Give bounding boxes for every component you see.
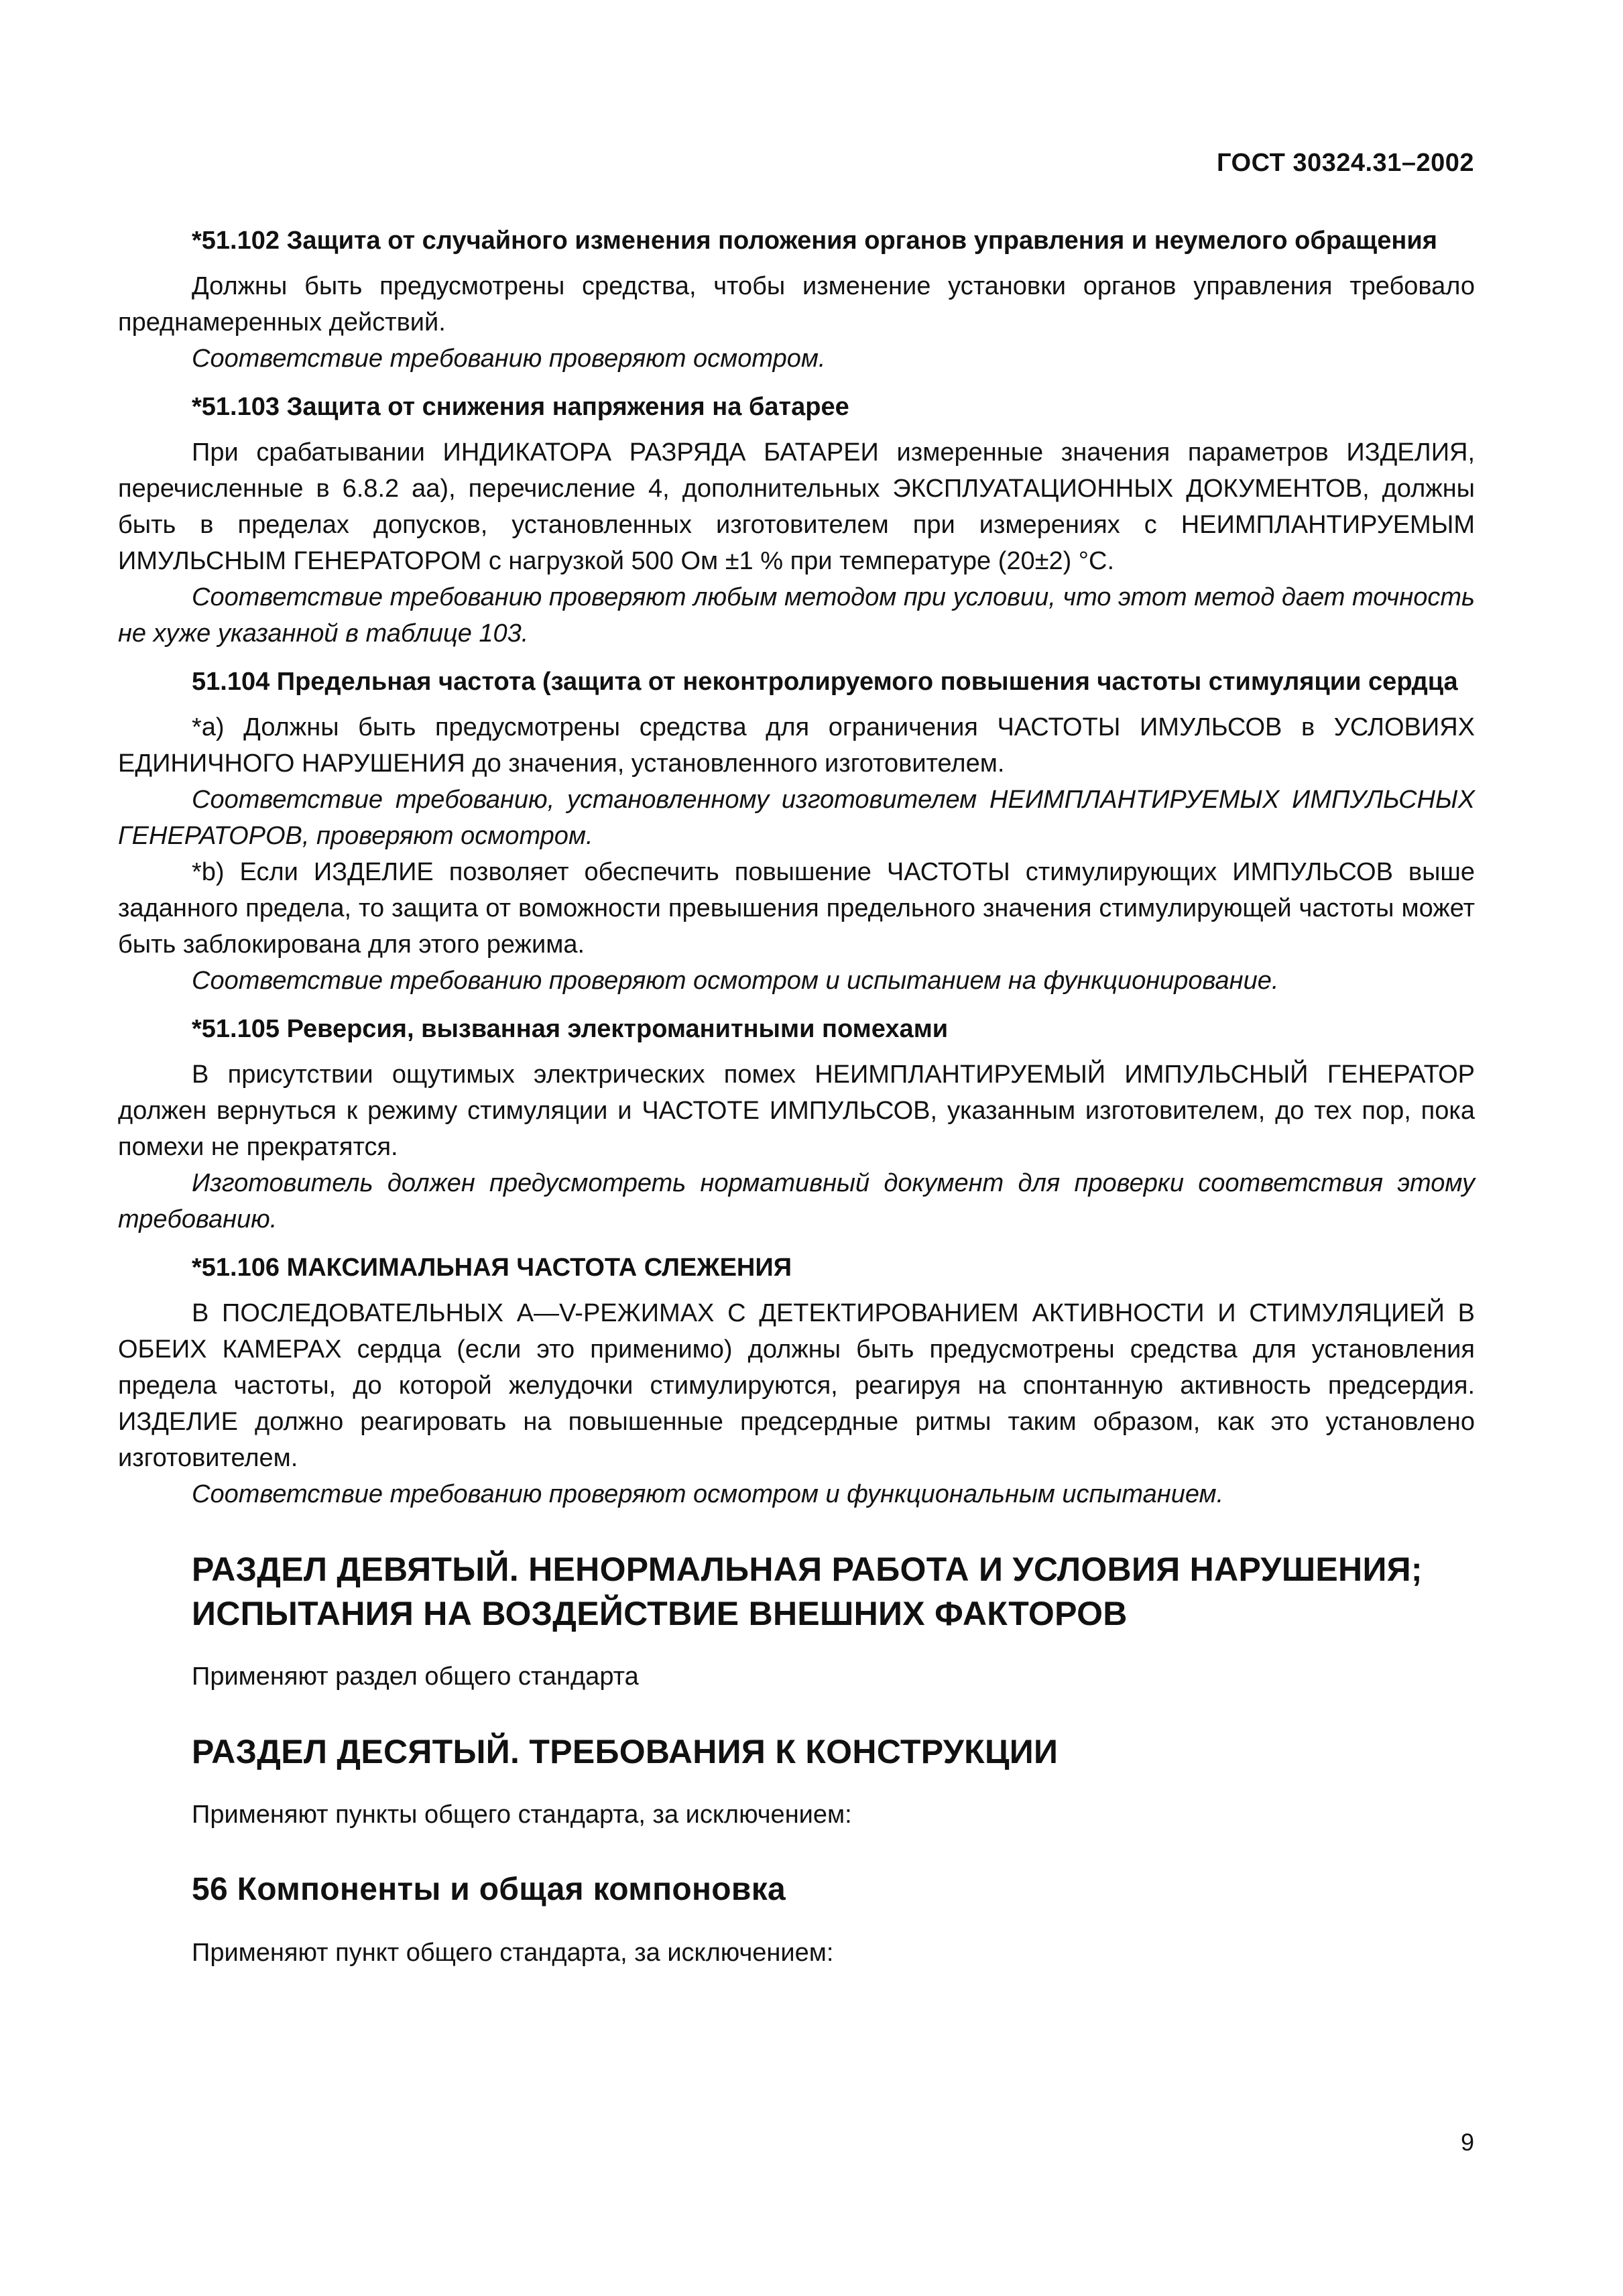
clause-51-102-check: Соответствие требованию проверяют осмотром. (192, 345, 826, 373)
section-10-body: Применяют пункты общего стандарта, за исключением: (192, 1801, 852, 1829)
section-10-title: РАЗДЕЛ ДЕСЯТЫЙ. ТРЕБОВАНИЯ К КОНСТРУКЦИИ (192, 1733, 1059, 1770)
clause-56-title: 56 Компоненты и общая компоновка (192, 1872, 786, 1907)
clause-51-103-body: При срабатывании ИНДИКАТОРА РАЗРЯДА БАТАРЕИ измеренные значения параметров ИЗДЕЛИЯ, перечисленные в 6.8.2 аа), перечисление 4, дополнительных ЭКСПЛУАТАЦИОННЫХ ДОКУМЕНТОВ, должны быть в пределах допусков, установленных изготовителем при измерениях с НЕИМПЛАНТИРУЕМЫМ ИМУЛЬСНЫМ ГЕНЕРАТОРОМ с нагрузкой 500 Ом ±1 % при температуре (20±2) °C. (118, 438, 1475, 575)
clause-51-106-body: В ПОСЛЕДОВАТЕЛЬНЫХ А—V-РЕЖИМАХ С ДЕТЕКТИРОВАНИЕМ АКТИВНОСТИ И СТИМУЛЯЦИЕЙ В ОБЕИХ КАМЕРАХ сердца (если это применимо) должны быть предусмотрены средства для установления предела частоты, до которой желудочки стимулируются, реагируя на спонтанную активность предсердия. ИЗДЕЛИЕ должно реагировать на повышенные предсердные ритмы таким образом, как это установлено изготовителем. (118, 1299, 1475, 1472)
clause-51-105-body: В присутствии ощутимых электрических помех НЕИМПЛАНТИРУЕМЫЙ ИМПУЛЬСНЫЙ ГЕНЕРАТОР должен вернуться к режиму стимуляции и ЧАСТОТЕ ИМПУЛЬСОВ, указанным изготовителем, до тех пор, пока помехи не прекратятся. (118, 1061, 1475, 1161)
clause-51-104-b-check: Соответствие требованию проверяют осмотром и испытанием на функционирование. (192, 967, 1279, 995)
clause-51-104-a-body: *а) Должны быть предусмотрены средства для ограничения ЧАСТОТЫ ИМУЛЬСОВ в УСЛОВИЯХ ЕДИНИЧНОГО НАРУШЕНИЯ до значения, установленного изготовителем. (118, 713, 1475, 778)
clause-51-103-title: *51.103 Защита от снижения напряжения на батарее (192, 393, 849, 421)
document-code: ГОСТ 30324.31–2002 (1216, 149, 1474, 177)
page-number: 9 (1460, 2128, 1474, 2156)
clause-51-104-title: 51.104 Предельная частота (защита от неконтролируемого повышения частоты стимуляции сердца (192, 668, 1458, 696)
page-content (118, 223, 1475, 1971)
clause-51-102-title: *51.102 Защита от случайного изменения положения органов управления и неумелого обращения (192, 227, 1437, 255)
clause-51-102-body: Должны быть предусмотрены средства, чтобы изменение установки органов управления требовало преднамеренных действий. (118, 272, 1475, 337)
clause-51-103-check: Соответствие требованию проверяют любым методом при условии, что этот метод дает точность не хуже указанной в таблице 103. (118, 583, 1475, 648)
section-9-title: РАЗДЕЛ ДЕВЯТЫЙ. НЕНОРМАЛЬНАЯ РАБОТА И УСЛОВИЯ НАРУШЕНИЯ; ИСПЫТАНИЯ НА ВОЗДЕЙСТВИЕ ВНЕШНИХ ФАКТОРОВ (192, 1551, 1423, 1632)
clause-56-body: Применяют пункт общего стандарта, за исключением: (192, 1939, 834, 1967)
clause-51-105-title: *51.105 Реверсия, вызванная электроманитными помехами (192, 1015, 949, 1043)
clause-51-106-title: *51.106 МАКСИМАЛЬНАЯ ЧАСТОТА СЛЕЖЕНИЯ (192, 1254, 792, 1282)
clause-51-105-check: Изготовитель должен предусмотреть нормативный документ для проверки соответствия этому требованию. (118, 1169, 1475, 1233)
clause-51-106-check: Соответствие требованию проверяют осмотром и функциональным испытанием. (192, 1480, 1224, 1508)
clause-51-104-a-check: Соответствие требованию, установленному изготовителем НЕИМПЛАНТИРУЕМЫХ ИМПУЛЬСНЫХ ГЕНЕРАТОРОВ, проверяют осмотром. (118, 786, 1475, 850)
section-9-body: Применяют раздел общего стандарта (192, 1663, 639, 1691)
clause-51-104-b-body: *b) Если ИЗДЕЛИЕ позволяет обеспечить повышение ЧАСТОТЫ стимулирующих ИМПУЛЬСОВ выше заданного предела, то защита от воможности превышения предельного значения стимулирующей частоты может быть заблокирована для этого режима. (118, 858, 1475, 959)
